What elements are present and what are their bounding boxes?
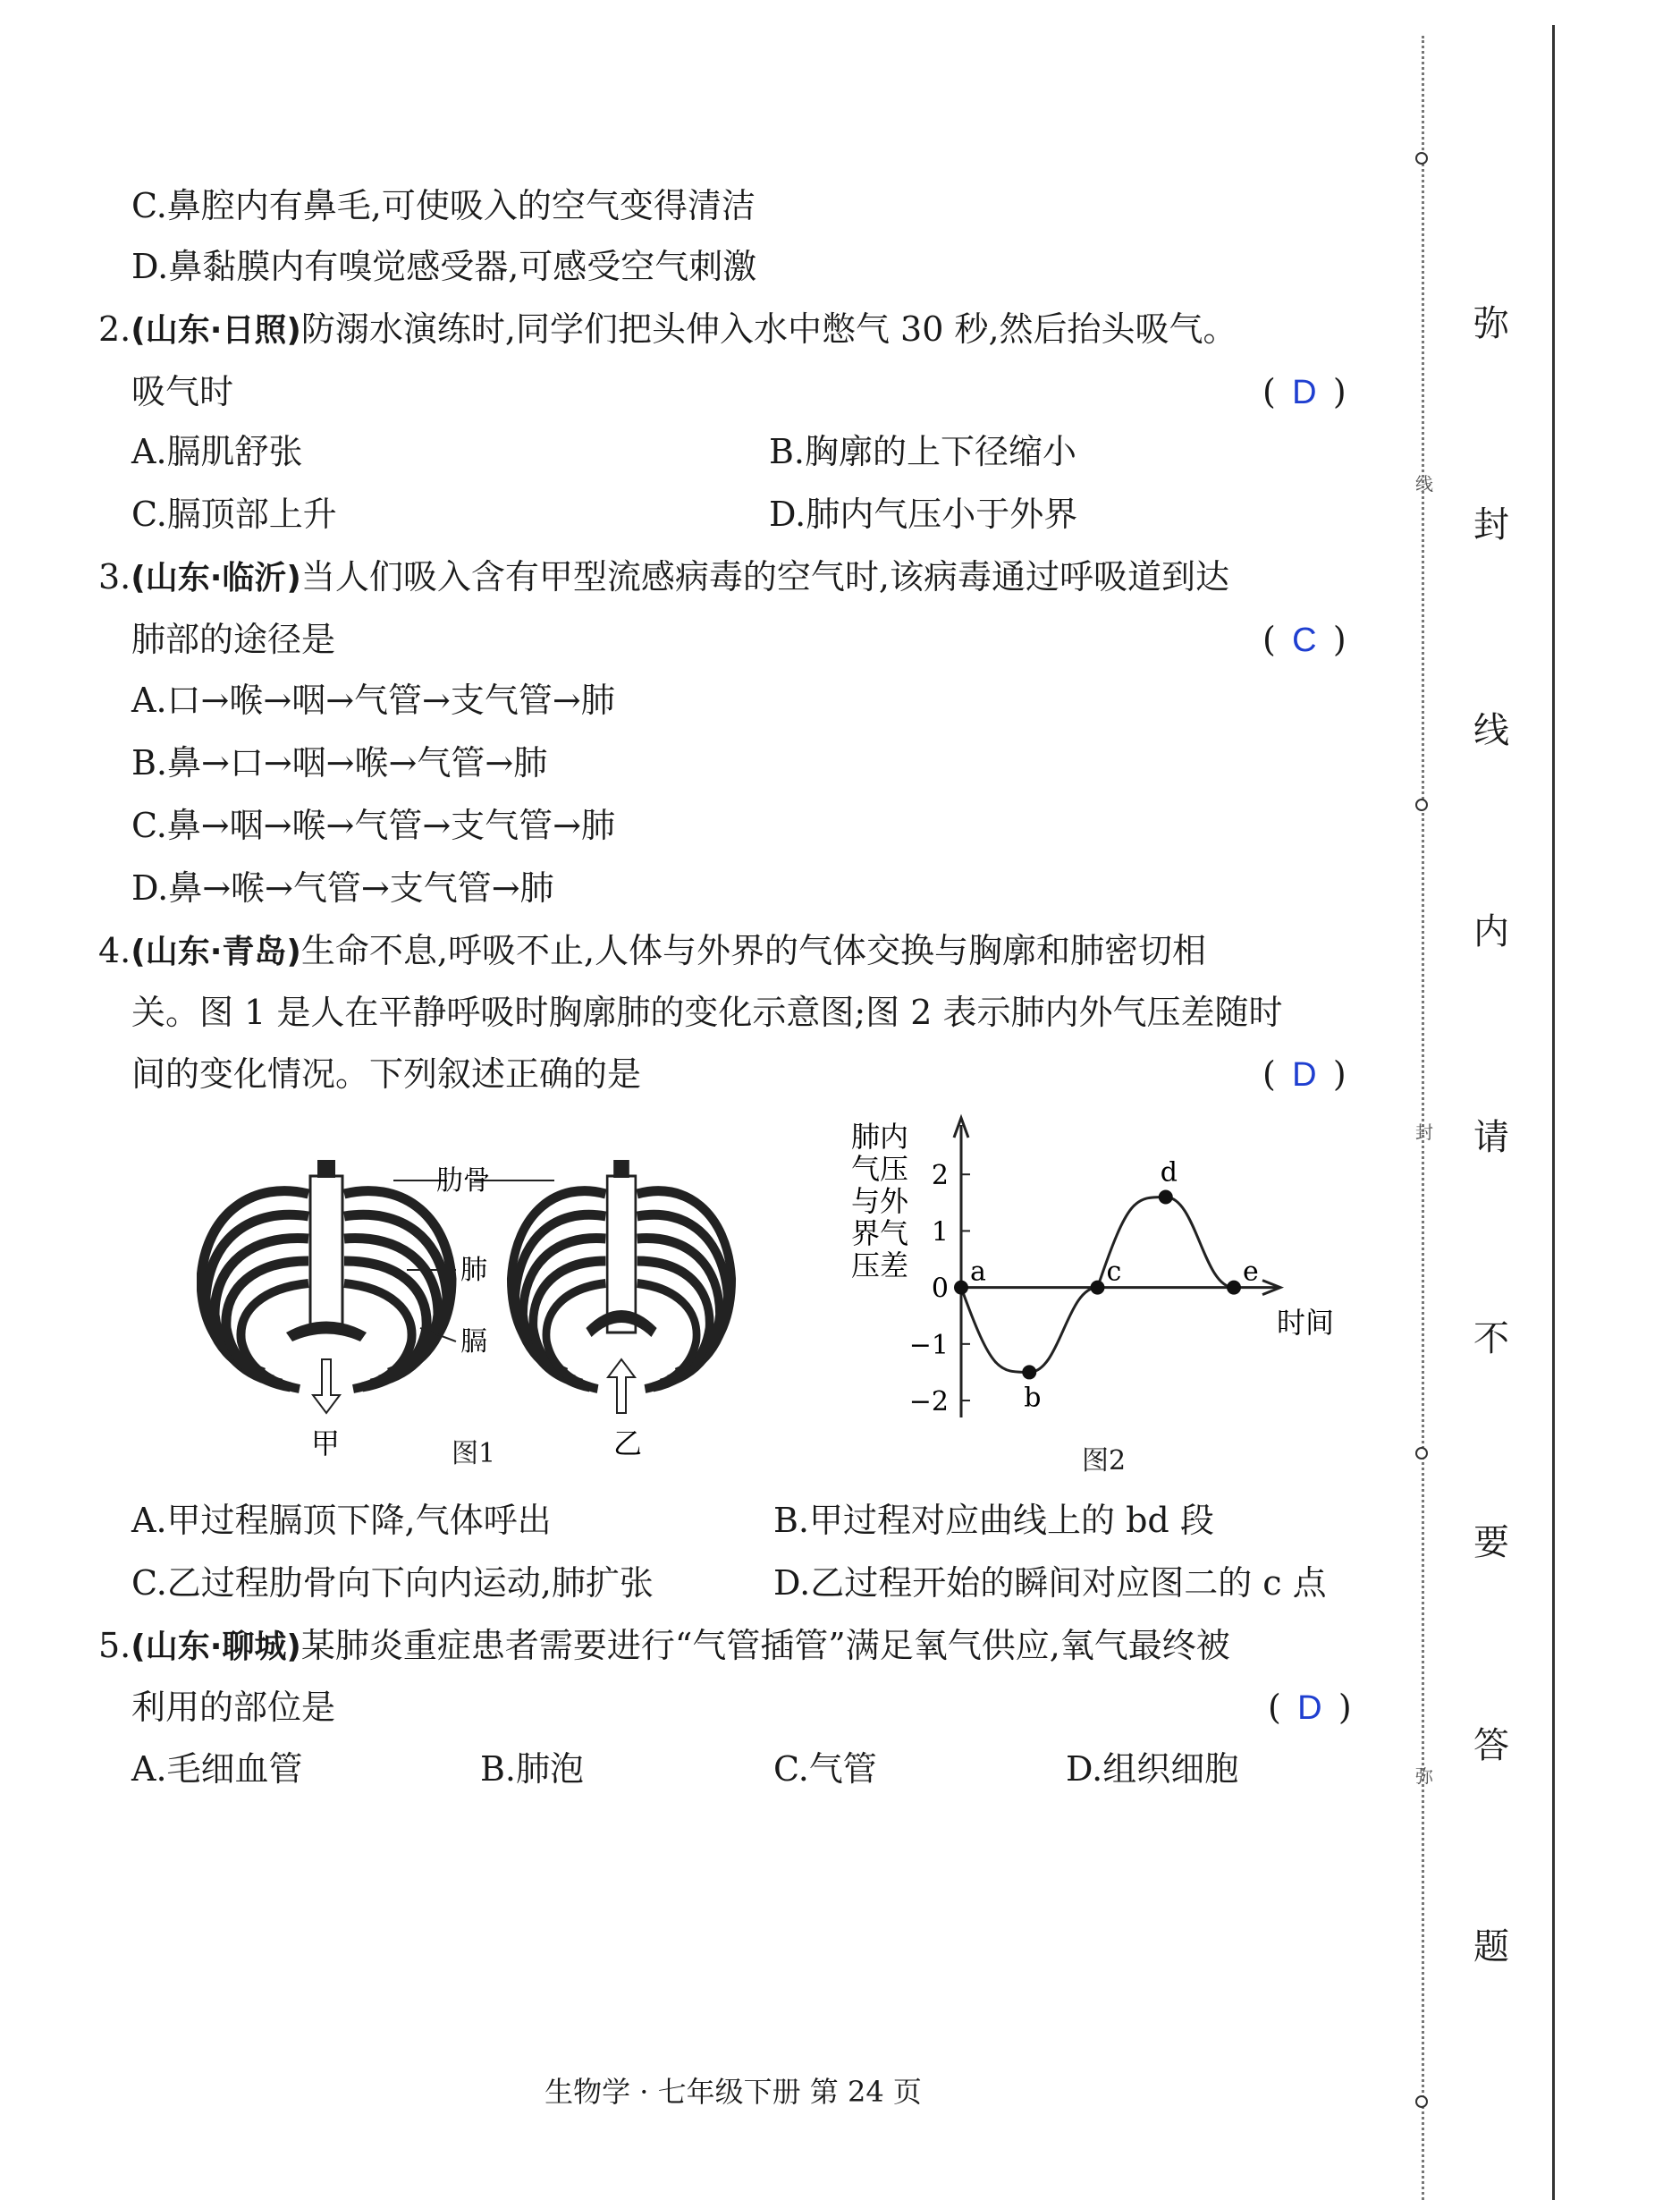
q2-option-c: C.膈顶部上升 xyxy=(131,495,337,534)
y-label-line: 界气 xyxy=(851,1216,909,1250)
q4-option-d: D.乙过程开始的瞬间对应图二的 c 点 xyxy=(773,1563,1327,1603)
point-label-d: d xyxy=(1160,1156,1178,1189)
arrow-up-icon xyxy=(608,1359,635,1413)
y-tick-label: −2 xyxy=(908,1386,949,1418)
question-number: 4. xyxy=(98,931,131,970)
q2-stem-cont: 吸气时 xyxy=(131,372,234,411)
q3-answer-paren: ( C ) xyxy=(1262,617,1347,663)
arrow-down-icon xyxy=(313,1359,340,1413)
q4-answer-paren: ( D ) xyxy=(1262,1052,1347,1097)
y-tick-label: 0 xyxy=(931,1273,949,1305)
point-label-e: e xyxy=(1243,1256,1259,1288)
q2-stem xyxy=(98,307,1237,353)
label-rib: 肋骨 xyxy=(436,1165,490,1197)
data-point-d xyxy=(1159,1189,1173,1204)
answer-mark: D xyxy=(1297,1689,1322,1727)
sealing-char: 封 xyxy=(1473,504,1509,546)
q2-option-d: D.肺内气压小于外界 xyxy=(769,495,1078,534)
q4-stem-cont: 关。图 1 是人在平静呼吸时胸廓肺的变化示意图;图 2 表示肺内外气压差随时 xyxy=(131,993,1283,1032)
x-axis-label: 时间 xyxy=(1277,1306,1335,1340)
margin-small-char: 封 xyxy=(1415,1121,1433,1143)
q1-option-d: D.鼻黏膜内有嗅觉感受器,可感受空气刺激 xyxy=(131,247,757,286)
sealing-char: 答 xyxy=(1473,1725,1509,1766)
q1-option-c: C.鼻腔内有鼻毛,可使吸入的空气变得清洁 xyxy=(131,186,756,225)
q2-answer-paren: ( D ) xyxy=(1262,369,1347,415)
q3-stem xyxy=(98,554,1229,601)
y-label-line: 压差 xyxy=(851,1248,909,1282)
q5-option-d: D.组织细胞 xyxy=(1066,1749,1239,1789)
data-point-a xyxy=(954,1281,968,1295)
y-label-line: 气压 xyxy=(851,1152,909,1186)
y-tick-label: −1 xyxy=(908,1329,949,1361)
q4-stem xyxy=(98,928,1206,975)
question-text: 生命不息,呼吸不止,人体与外界的气体交换与胸廓和肺密切相 xyxy=(300,931,1207,970)
question-number: 2. xyxy=(98,309,131,349)
margin-rule xyxy=(1552,25,1555,2200)
q4-option-c: C.乙过程肋骨向下向内运动,肺扩张 xyxy=(131,1563,654,1603)
question-number: 5. xyxy=(98,1626,131,1665)
point-label-b: b xyxy=(1024,1382,1042,1414)
question-text: 防溺水演练时,同学们把头伸入水中憋气 30 秒,然后抬头吸气。 xyxy=(300,309,1237,349)
data-point-e xyxy=(1227,1281,1241,1295)
binding-hole xyxy=(1415,152,1428,165)
sealing-char: 线 xyxy=(1473,710,1509,751)
question-number: 3. xyxy=(98,557,131,597)
figure-1-caption: 图1 xyxy=(452,1438,496,1469)
q2-option-b: B.胸廓的上下径缩小 xyxy=(769,432,1077,471)
sealing-char: 要 xyxy=(1473,1522,1509,1563)
q5-option-b: B.肺泡 xyxy=(480,1749,585,1789)
answer-mark: D xyxy=(1292,374,1317,411)
q3-option-d: D.鼻→喉→气管→支气管→肺 xyxy=(131,868,554,908)
sealing-char: 内 xyxy=(1473,911,1509,952)
label-diaphragm: 膈 xyxy=(460,1326,487,1358)
sealing-char: 不 xyxy=(1473,1318,1509,1359)
q3-option-c: C.鼻→咽→喉→气管→支气管→肺 xyxy=(131,806,615,845)
page-footer: 生物学 · 七年级下册 第 24 页 xyxy=(545,2075,922,2109)
binding-hole xyxy=(1415,799,1428,811)
q4-option-b: B.甲过程对应曲线上的 bd 段 xyxy=(773,1501,1214,1540)
question-text: 某肺炎重症患者需要进行“气管插管”满足氧气供应,氧气最终被 xyxy=(300,1626,1230,1665)
point-label-c: c xyxy=(1106,1256,1122,1288)
q2-option-a: A.膈肌舒张 xyxy=(131,432,303,471)
margin-small-char: 线 xyxy=(1415,473,1433,495)
y-tick-label: 1 xyxy=(931,1216,949,1248)
data-point-b xyxy=(1022,1365,1036,1379)
answer-mark: D xyxy=(1292,1056,1317,1094)
q4-option-a: A.甲过程膈顶下降,气体呼出 xyxy=(131,1501,552,1540)
point-label-a: a xyxy=(970,1256,986,1288)
data-point-c xyxy=(1091,1281,1105,1295)
question-text: 当人们吸入含有甲型流感病毒的空气时,该病毒通过呼吸道到达 xyxy=(300,557,1229,597)
q5-option-a: A.毛细血管 xyxy=(131,1749,303,1789)
sealing-char: 请 xyxy=(1473,1117,1509,1158)
q5-option-c: C.气管 xyxy=(773,1749,877,1789)
q5-answer-paren: ( D ) xyxy=(1268,1685,1352,1730)
question-source: (山东·临沂) xyxy=(131,560,301,597)
diaphragm-low xyxy=(286,1322,367,1342)
label-jia: 甲 xyxy=(311,1426,341,1460)
q4-stem-cont: 间的变化情况。下列叙述正确的是 xyxy=(131,1054,642,1094)
figure-1-ribcage xyxy=(197,1136,751,1467)
answer-mark: C xyxy=(1292,622,1317,659)
question-source: (山东·日照) xyxy=(131,312,301,349)
question-source: (山东·青岛) xyxy=(131,934,301,970)
q3-stem-cont: 肺部的途径是 xyxy=(131,620,336,659)
q3-option-a: A.口→喉→咽→气管→支气管→肺 xyxy=(131,681,615,720)
sealing-char: 弥 xyxy=(1473,303,1509,344)
label-lung: 肺 xyxy=(460,1255,487,1286)
y-tick-label: 2 xyxy=(931,1160,949,1192)
y-label-line: 与外 xyxy=(851,1184,909,1218)
q3-option-b: B.鼻→口→咽→喉→气管→肺 xyxy=(131,743,548,783)
binding-hole xyxy=(1415,1447,1428,1460)
margin-small-char: 弥 xyxy=(1415,1765,1433,1787)
sealing-char: 题 xyxy=(1473,1926,1509,1967)
figure-2-caption: 图2 xyxy=(1082,1445,1127,1477)
q5-stem-cont: 利用的部位是 xyxy=(131,1688,336,1727)
q5-stem xyxy=(98,1623,1230,1670)
y-label-line: 肺内 xyxy=(851,1120,909,1154)
label-yi: 乙 xyxy=(613,1426,643,1460)
question-source: (山东·聊城) xyxy=(131,1629,301,1665)
figure-2-chart xyxy=(840,1109,1359,1440)
